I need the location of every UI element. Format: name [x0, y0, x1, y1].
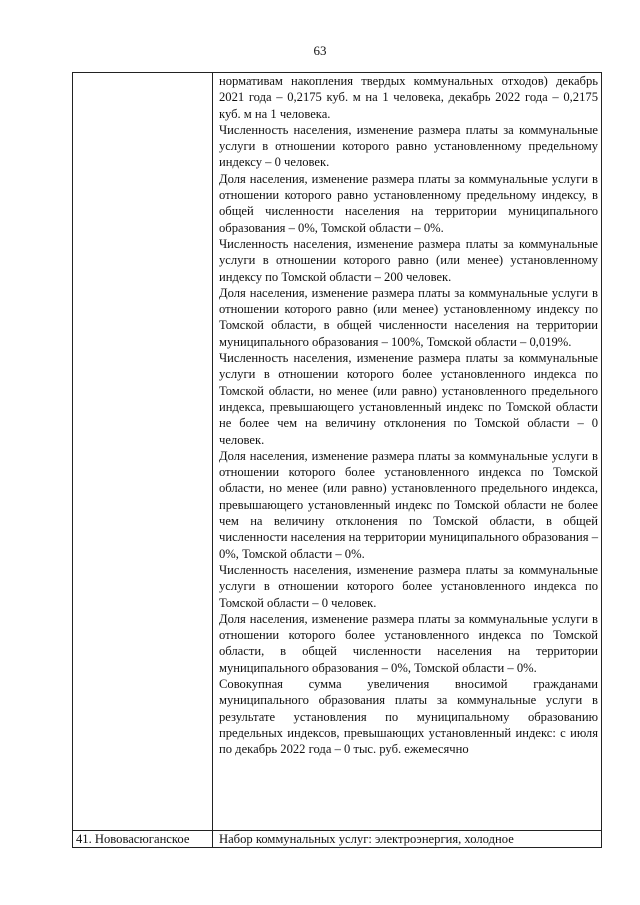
settlement-cell-empty — [73, 73, 213, 831]
page-number: 63 — [313, 43, 327, 58]
municipal-indices-table — [72, 72, 602, 848]
description-cell — [213, 831, 602, 848]
settlement-name: 41. Нововасюганское — [76, 832, 190, 846]
settlement-cell — [73, 831, 213, 848]
paragraph-population-equal-limit: Численность населения, изменение размера платы за коммунальные услуги в отношении которого равно установленному предельному индексу – 0 человек. — [219, 122, 598, 170]
description-cell — [213, 73, 602, 831]
paragraph-total-increase: Совокупная сумма увеличения вносимой гражданами муниципального образования платы за коммунальные услуги в результате установления по муниципальному образованию предельных индексов, превышающих установленный индекс: с июля по декабрь 2022 года – 0 тыс. руб. ежемесячно — [219, 676, 598, 757]
paragraph-share-below-regional: Доля населения, изменение размера платы за коммунальные услуги в отношении которого равно (или менее) установленному индексу по Томской области, в общей численности населения на территории муниципального образования – 100%, Томской области – 0,019%. — [219, 285, 598, 349]
paragraph-share-equal-limit: Доля населения, изменение размера платы за коммунальные услуги в отношении которого равно установленному предельному индексу, в общей численности населения на территории муниципального образования – 0%, Томской области – 0%. — [219, 171, 598, 235]
paragraph-population-above-regional: Численность населения, изменение размера платы за коммунальные услуги в отношении которого более установленного индекса по Томской области – 0 человек. — [219, 562, 598, 610]
paragraph-share-within-deviation: Доля населения, изменение размера платы за коммунальные услуги в отношении которого более установленного индекса по Томской области, но менее (или равно) установленного предельного индекса, превышающего установленный индекс по Томской области не более чем на величину отклонения по Томской области, в общей численности населения на территории муниципального образования – 0%, Томской области – 0%. — [219, 448, 598, 561]
paragraph-population-below-regional: Численность населения, изменение размера платы за коммунальные услуги в отношении которого равно (или менее) установленному индексу по Томской области – 200 человек. — [219, 236, 598, 284]
table-row — [73, 831, 602, 848]
paragraph-population-within-deviation: Численность населения, изменение размера платы за коммунальные услуги в отношении которого более установленного индекса по Томской области, но менее (или равно) установленного предельного индекса, превышающего установленный индекс по Томской области не более чем на величину отклонения по Томской области – 0 человек. — [219, 351, 598, 447]
utility-set-text: Набор коммунальных услуг: электроэнергия, холодное — [219, 832, 514, 846]
paragraph-waste-norm: нормативам накопления твердых коммунальных отходов) декабрь 2021 года – 0,2175 куб. м на 1 человека, декабрь 2022 года – 0,2175 куб. м на 1 человека. — [219, 74, 598, 121]
paragraph-share-above-regional: Доля населения, изменение размера платы за коммунальные услуги в отношении которого более установленного индекса по Томской области, в общей численности населения на территории муниципального образования – 0%, Томской области – 0%. — [219, 611, 598, 675]
table-row — [73, 73, 602, 831]
